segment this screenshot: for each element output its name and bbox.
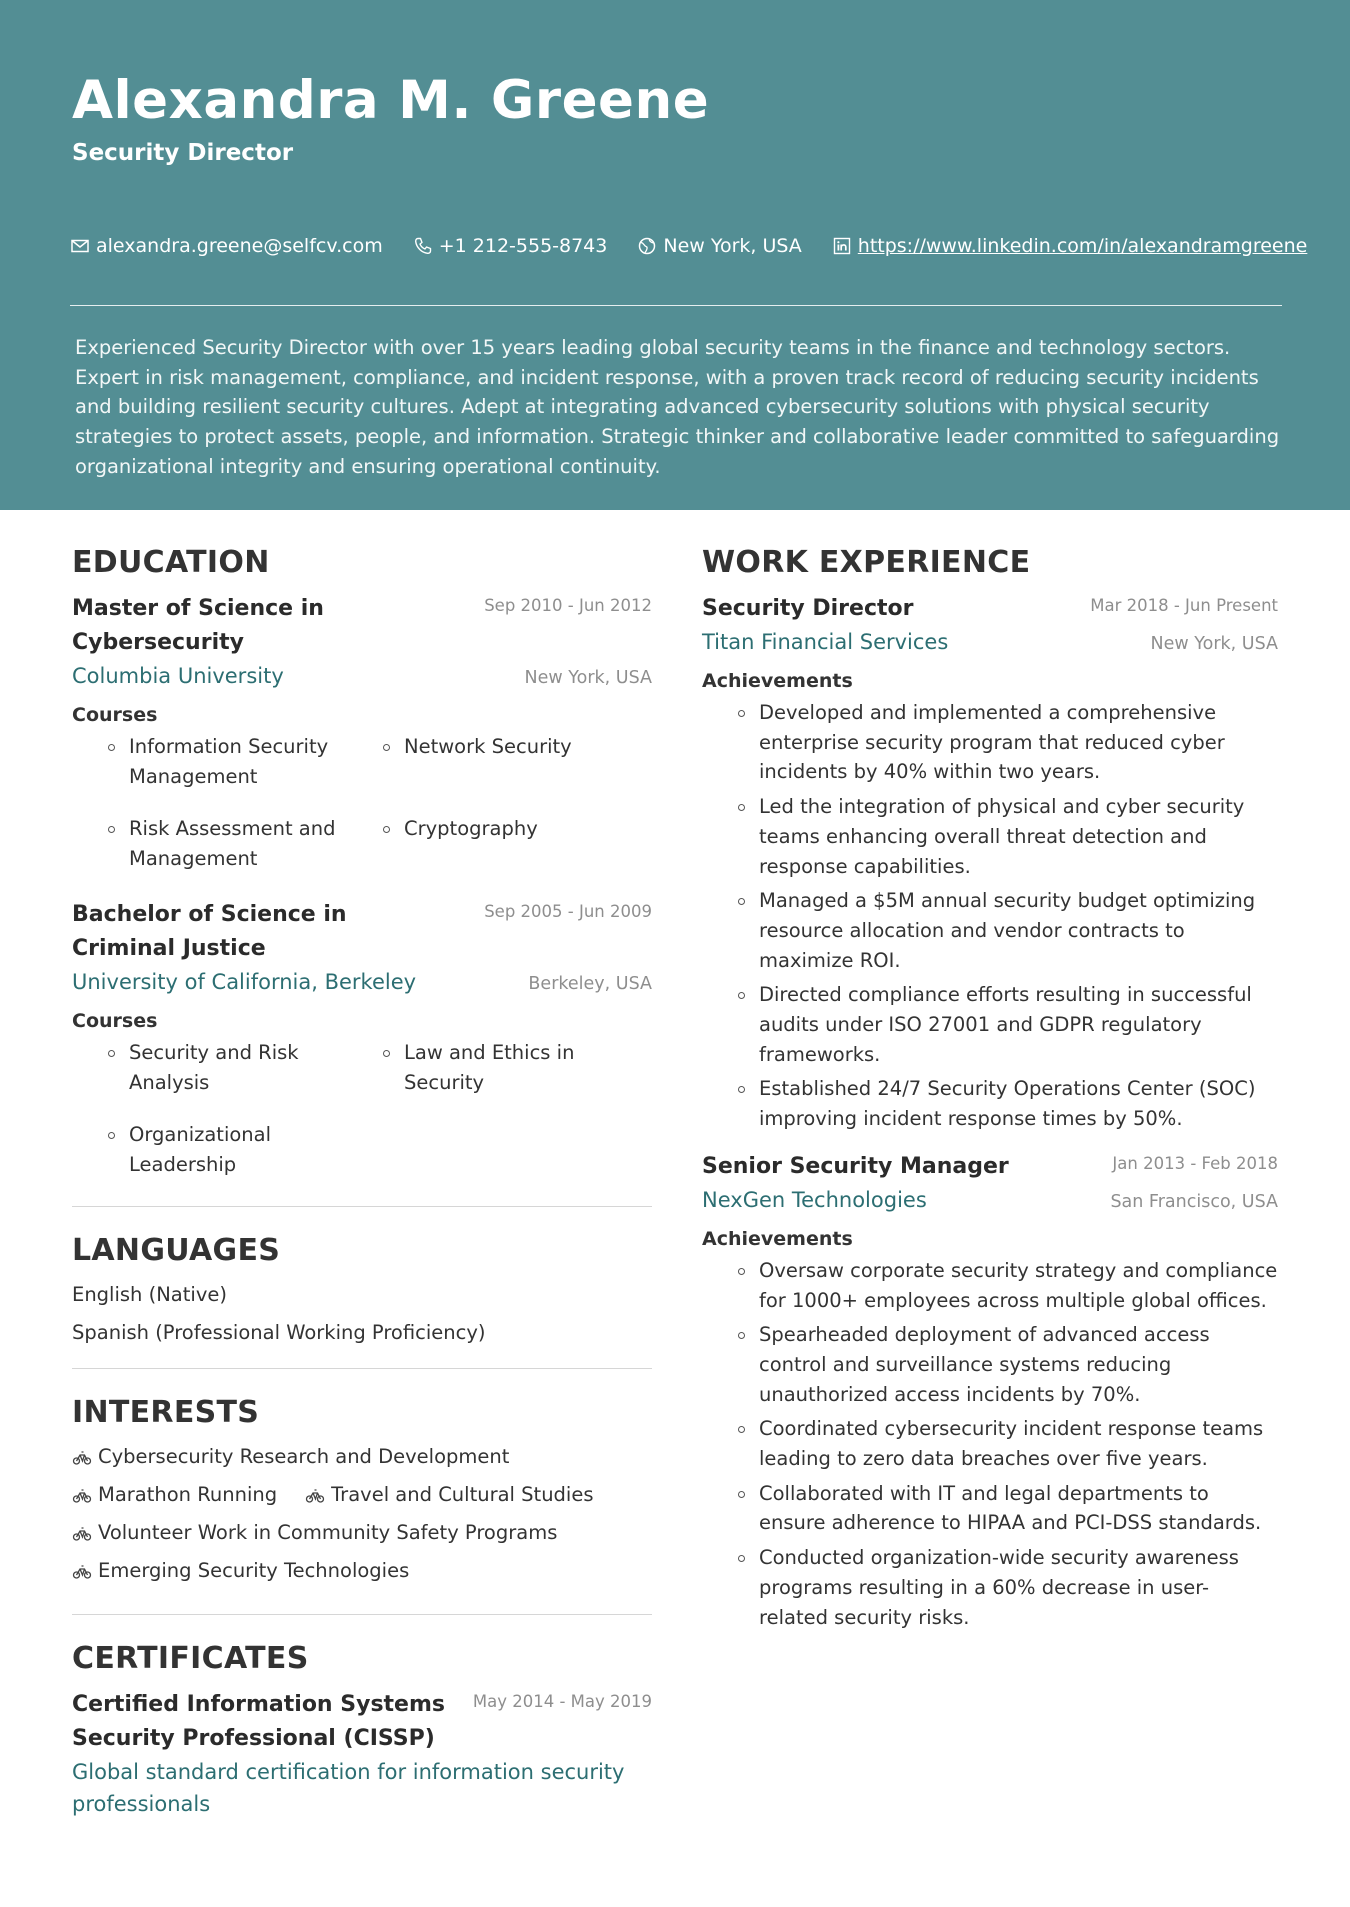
left-column [72, 545, 652, 1820]
bullet-icon [738, 992, 745, 999]
professional-summary: Experienced Security Director with over 15 years leading global security teams in the finance and technology sectors. Expert in risk management, compliance, and incident response, with a proven track record of reducing security incidents and building resilient security cultures. Adept at integrating advanced cybersecurity solutions with physical security strategies to protect assets, people, and information. Strategic thinker and collaborative leader committed to safeguarding organizational integrity and ensuring operational continuity. [75, 336, 1280, 478]
mail-icon [70, 236, 90, 256]
achievement-text: Managed a $5M annual security budget optimizing resource allocation and vendor contracts to maximize ROI. [759, 889, 1256, 972]
achievement-item [738, 980, 1278, 1069]
certificate-name: Certified Information Systems Security Professional (CISSP) [72, 1692, 445, 1751]
degree-title: Bachelor of Science in Criminal Justice [72, 902, 347, 961]
education-date: Sep 2010 - Jun 2012 [484, 596, 652, 615]
globe-icon [637, 236, 657, 256]
bullet-icon [108, 1132, 115, 1139]
linkedin-link[interactable]: https://www.linkedin.com/in/alexandramgreene [857, 235, 1308, 257]
phone-icon [413, 236, 433, 256]
bike-icon [305, 1485, 325, 1505]
header-divider [70, 305, 1282, 306]
job-title: Security Director [72, 140, 294, 166]
contact-bar [70, 232, 1337, 260]
contact-email-text: alexandra.greene@selfcv.com [96, 235, 383, 257]
bullet-icon [738, 804, 745, 811]
interests-heading: INTERESTS [72, 1395, 260, 1430]
languages-heading: LANGUAGES [72, 1233, 281, 1268]
school-location: New York, USA [524, 668, 652, 688]
certificate-entry [72, 1688, 652, 1820]
right-column [702, 545, 1278, 1637]
achievements-label: Achievements [702, 670, 853, 692]
course-item [108, 814, 383, 874]
course-text: Information Security Management [129, 735, 329, 788]
course-text: Risk Assessment and Management [129, 817, 336, 870]
achievement-text: Led the integration of physical and cyber security teams enhancing overall threat detection and response capabilities. [759, 795, 1245, 878]
bullet-icon [383, 826, 390, 833]
achievement-text: Coordinated cybersecurity incident response teams leading to zero data breaches over five years. [759, 1417, 1264, 1471]
education-heading: EDUCATION [72, 545, 270, 580]
achievement-text: Oversaw corporate security strategy and compliance for 1000+ employees across multiple global offices. [759, 1258, 1278, 1312]
language-item: Spanish (Professional Working Proficiency) [72, 1321, 486, 1344]
company-location: San Francisco, USA [1110, 1191, 1278, 1212]
school-name: Columbia University [72, 664, 284, 688]
bullet-icon [738, 1426, 745, 1433]
achievement-text: Directed compliance efforts resulting in successful audits under ISO 27001 and GDPR regulatory frameworks. [759, 983, 1252, 1066]
linkedin-icon [832, 236, 852, 256]
section-divider [72, 1206, 652, 1207]
achievement-text: Conducted organization-wide security awareness programs resulting in a 60% decrease in user-related security risks. [759, 1546, 1239, 1629]
bike-icon [72, 1447, 92, 1467]
work-date: Jan 2013 - Feb 2018 [1112, 1153, 1278, 1173]
achievement-list [702, 698, 1278, 1134]
achievement-item [738, 1074, 1278, 1133]
contact-phone[interactable] [413, 235, 608, 257]
interest-text: Emerging Security Technologies [98, 1559, 410, 1582]
courses-label: Courses [72, 704, 158, 726]
interest-text: Volunteer Work in Community Safety Programs [98, 1521, 558, 1544]
certificate-date: May 2014 - May 2019 [472, 1692, 652, 1711]
bike-icon [72, 1485, 92, 1505]
achievement-text: Developed and implemented a comprehensive enterprise security program that reduced cyber incidents by 40% within two years. [759, 701, 1225, 784]
education-entry [72, 898, 652, 1180]
work-entry [702, 592, 1278, 1134]
bullet-icon [738, 898, 745, 905]
course-item [383, 1038, 658, 1098]
course-text: Cryptography [404, 817, 538, 840]
bike-icon [72, 1523, 92, 1543]
contact-phone-text: +1 212-555-8743 [438, 235, 608, 257]
work-entry [702, 1150, 1278, 1632]
contact-location [637, 235, 801, 257]
course-text: Organizational Leadership [129, 1123, 272, 1176]
bullet-icon [738, 1555, 745, 1562]
degree-title: Master of Science in Cybersecurity [72, 596, 324, 655]
course-item [108, 1038, 383, 1098]
achievement-list [702, 1256, 1278, 1632]
contact-location-text: New York, USA [663, 235, 802, 257]
course-text: Network Security [404, 735, 572, 758]
school-location: Berkeley, USA [528, 974, 652, 994]
bullet-icon [383, 744, 390, 751]
role-title: Senior Security Manager [702, 1153, 1009, 1179]
course-list [72, 1038, 652, 1180]
company-name: NexGen Technologies [702, 1187, 927, 1212]
achievement-item [738, 1414, 1278, 1473]
achievement-text: Spearheaded deployment of advanced access control and surveillance systems reducing unauthorized access incidents by 70%. [759, 1323, 1210, 1406]
interest-text: Travel and Cultural Studies [331, 1483, 594, 1506]
interest-item [72, 1480, 277, 1510]
achievement-text: Established 24/7 Security Operations Center (SOC) improving incident response times by 50%. [759, 1077, 1256, 1131]
header-banner [0, 0, 1350, 510]
bike-icon [72, 1561, 92, 1581]
achievement-item [738, 1320, 1278, 1409]
work-date: Mar 2018 - Jun Present [1090, 596, 1278, 615]
achievement-item [738, 1256, 1278, 1315]
course-item [108, 732, 383, 792]
courses-label: Courses [72, 1010, 158, 1032]
bullet-icon [108, 744, 115, 751]
interest-item [72, 1442, 624, 1472]
role-title: Security Director [702, 596, 914, 621]
company-location: New York, USA [1150, 634, 1278, 654]
candidate-name: Alexandra M. Greene [72, 70, 710, 131]
work-experience-heading: WORK EXPERIENCE [702, 545, 1031, 580]
bullet-icon [108, 826, 115, 833]
course-item [108, 1120, 383, 1180]
course-list [72, 732, 652, 874]
bullet-icon [738, 1491, 745, 1498]
company-name: Titan Financial Services [702, 630, 949, 654]
achievement-item [738, 698, 1278, 787]
contact-email[interactable] [70, 235, 383, 257]
bullet-icon [108, 1050, 115, 1057]
achievement-text: Collaborated with IT and legal departments to ensure adherence to HIPAA and PCI-DSS standards. [759, 1481, 1262, 1535]
certificate-description: Global standard certification for information security professionals [72, 1760, 625, 1816]
section-divider [72, 1614, 652, 1615]
section-divider [72, 1368, 652, 1369]
school-name: University of California, Berkeley [72, 970, 417, 994]
bullet-icon [738, 710, 745, 717]
achievement-item [738, 886, 1278, 975]
achievements-label: Achievements [702, 1227, 853, 1250]
certificates-heading: CERTIFICATES [72, 1641, 309, 1676]
interest-text: Cybersecurity Research and Development [98, 1445, 510, 1468]
bullet-icon [383, 1050, 390, 1057]
education-date: Sep 2005 - Jun 2009 [484, 902, 652, 921]
achievement-item [738, 1543, 1278, 1632]
interest-item [72, 1556, 624, 1586]
interest-list [72, 1442, 652, 1594]
course-item [383, 732, 658, 792]
education-entry [72, 592, 652, 874]
interest-item [72, 1518, 624, 1548]
achievement-item [738, 792, 1278, 881]
language-item: English (Native) [72, 1283, 227, 1306]
interest-text: Marathon Running [98, 1483, 278, 1506]
course-text: Security and Risk Analysis [129, 1041, 299, 1094]
course-item [383, 814, 658, 874]
achievement-item [738, 1479, 1278, 1538]
bullet-icon [738, 1268, 745, 1275]
interest-item [305, 1480, 593, 1510]
bullet-icon [738, 1086, 745, 1093]
course-text: Law and Ethics in Security [404, 1041, 575, 1094]
bullet-icon [738, 1332, 745, 1339]
contact-linkedin[interactable] [832, 235, 1308, 257]
